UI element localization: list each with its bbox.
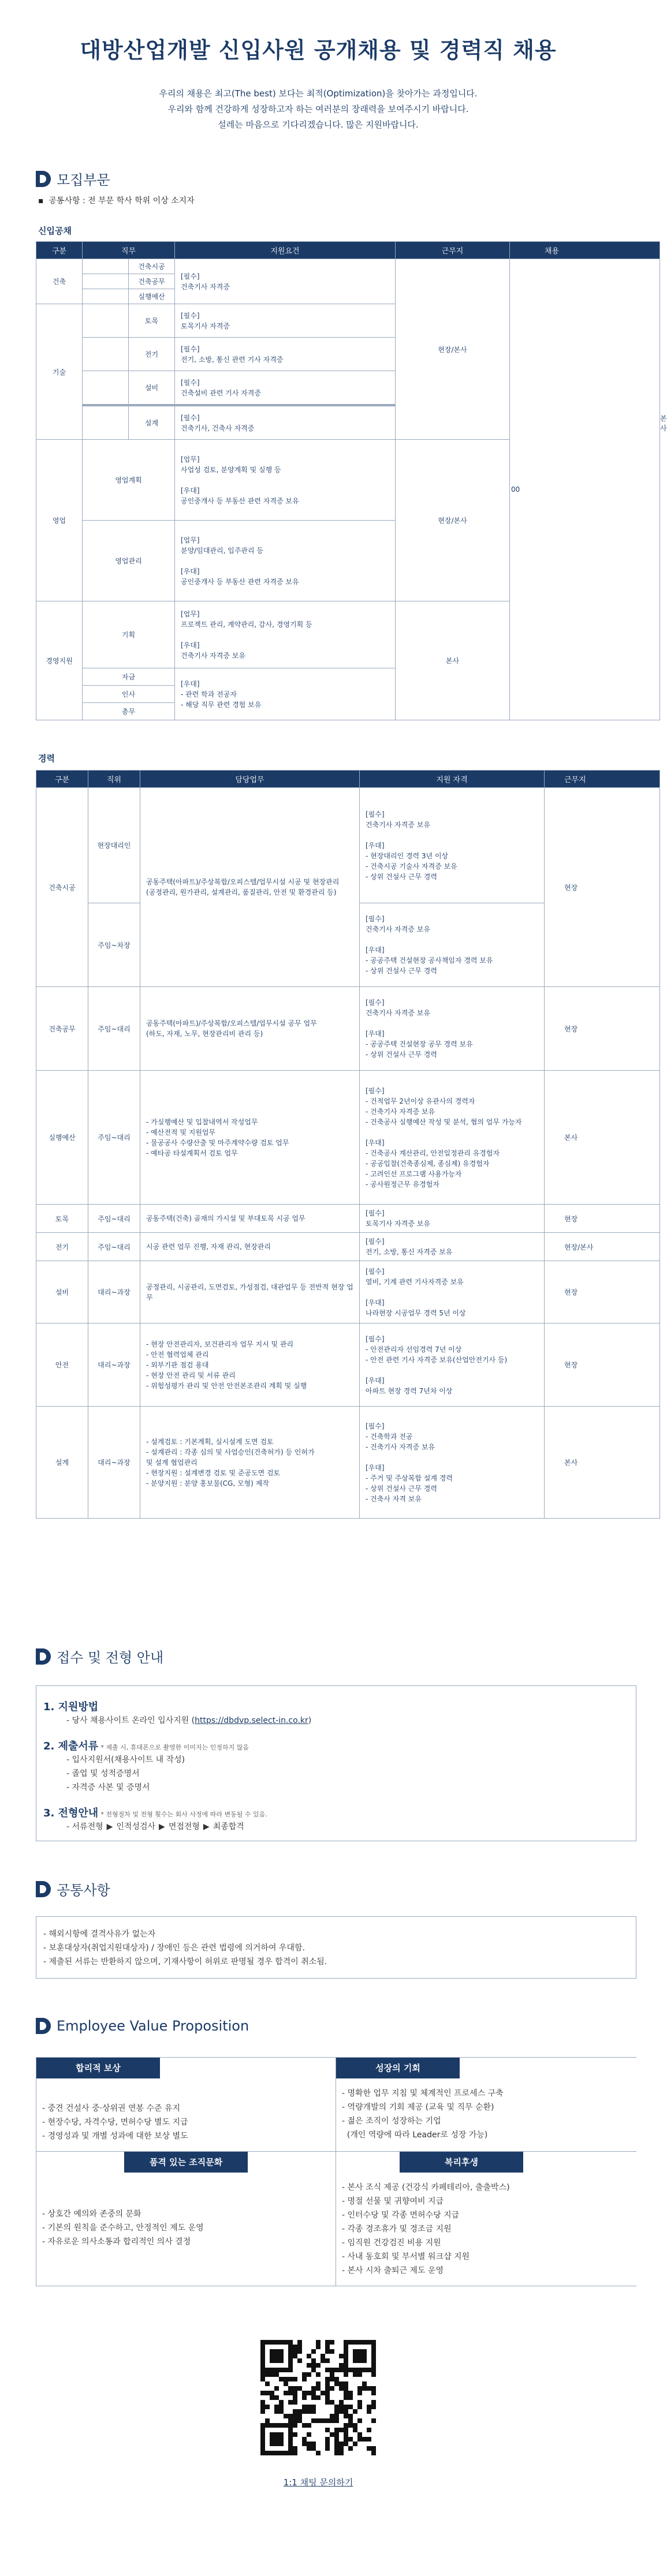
req-cell: [필수] 건축설비 관련 기사 자격증 <box>175 371 396 405</box>
evp-card-list <box>336 2078 636 2150</box>
group-cell: 토목 <box>36 1205 88 1233</box>
group-cell: 실행예산 <box>36 1071 88 1205</box>
step-row <box>43 1805 629 1820</box>
qual-cell: [필수] - 건축학과 전공 - 건축기사 자격증 보유 [우대] - 주거 및 주상복합 설계 경력 - 상위 건설사 근무 경력 - 건축사 자격 보유 <box>360 1407 545 1519</box>
intro-text <box>0 86 636 133</box>
evp-card <box>36 2058 336 2151</box>
evp-card-title: 성장의 기회 <box>336 2058 460 2078</box>
qual-cell: [필수] 건축기사 자격증 보유 [우대] - 공공주택 건설현장 공사책임자 경력 보유 - 상위 건설사 근무 경력 <box>360 903 545 987</box>
job-cell: 설비 <box>129 371 175 405</box>
table-row: 설계 [필수] 건축기사, 건축사 자격증 본사 <box>36 406 660 440</box>
intro-line: 우리와 함께 건강하게 성장하고자 하는 여러분의 장래력을 보여주시기 바랍니다. <box>167 104 469 114</box>
spacer-cell <box>83 259 129 274</box>
evp-item: - 본사 시차 출퇴근 제도 운영 <box>342 2266 444 2275</box>
qual-cell: [필수] 토목기사 자격증 보유 <box>360 1205 545 1233</box>
col-header: 지원요건 <box>175 242 396 259</box>
site-cell: 본사 <box>396 601 510 720</box>
qual-cell: [필수] 전기, 소방, 통신 자격증 보유 <box>360 1233 545 1261</box>
intro-line: 우리의 채용은 최고(The best) 보다는 최적(Optimization)을 찾아가는 과정입니다. <box>159 88 478 99</box>
req-cell: [업무] 분양/임대관리, 입주관리 등 [우대] 공인중개사 등 부동산 관련 자격증 보유 <box>175 521 396 601</box>
new-hire-table-wrap <box>36 241 667 720</box>
evp-item: - 본사 조식 제공 (건강식 카페테리아, 출출박스) <box>342 2183 510 2192</box>
evp-item: - 경영성과 및 개별 성과에 대한 보상 별도 <box>42 2132 188 2141</box>
group-cell: 설계 <box>36 1407 88 1519</box>
common-box <box>36 1916 636 1979</box>
job-cell: 토목 <box>129 304 175 338</box>
doc-item: - 졸업 및 성적증명서 <box>66 1769 140 1778</box>
section-heading <box>36 1879 110 1899</box>
position-cell: 대리~과장 <box>88 1261 140 1323</box>
evp-card-list <box>36 2173 336 2257</box>
req-cell: [업무] 프로젝트 관리, 계약관리, 감사, 경영기획 등 [우대] 건축기사 자격증 보유 <box>175 601 396 668</box>
site-cell: 현장 <box>545 1205 660 1233</box>
evp-item: - 인터수당 및 각종 면허수당 지급 <box>342 2211 460 2220</box>
chat-inquiry-link[interactable]: 1:1 채팅 문의하기 <box>283 2477 353 2488</box>
site-cell: 현장 <box>545 788 660 987</box>
step-title: 2. 제출서류 <box>43 1740 99 1752</box>
evp-item: - 현장수당, 자격수당, 면허수당 별도 지급 <box>42 2118 188 2127</box>
evp-section <box>0 2018 249 2034</box>
brand-d-icon <box>36 171 51 187</box>
evp-item: - 젊은 조직이 성장하는 기업 <box>342 2117 441 2126</box>
section-heading <box>36 2018 249 2034</box>
job-cell: 설계 <box>129 406 175 440</box>
brand-d-icon <box>36 1648 51 1665</box>
col-header: 근무지 <box>396 242 510 259</box>
job-cell: 총무 <box>83 703 175 720</box>
group-cell: 영업 <box>36 440 83 601</box>
table-row <box>36 259 660 274</box>
note-text: 공통사항 : 전 부문 학사 학위 이상 소지자 <box>49 196 195 205</box>
job-cell: 전기 <box>129 338 175 371</box>
position-cell: 주임~대리 <box>88 1071 140 1205</box>
group-cell: 건축 <box>36 259 83 304</box>
site-cell: 현장/본사 <box>396 440 510 601</box>
qual-cell: [필수] 건축기사 자격증 보유 [우대] - 현장대리인 경력 3년 이상 - 건축시공 기술사 자격증 보유 - 상위 건설사 근무 경력 <box>360 788 545 903</box>
common-item: - 해외시항에 결격사유가 없는자 <box>43 1930 156 1939</box>
table-row <box>36 1233 660 1261</box>
process-flow: - 서류전형 ▶ 인적성검사 ▶ 면접전형 ▶ 최종합격 <box>66 1820 629 1834</box>
qr-code-icon[interactable] <box>260 2340 376 2455</box>
col-header: 채용 <box>510 242 660 259</box>
process-box <box>36 1685 636 1841</box>
site-cell: 현장 <box>545 1261 660 1323</box>
job-cell: 자금 <box>83 668 175 686</box>
brand-d-icon <box>36 1881 51 1897</box>
table-header-row <box>36 771 660 788</box>
step-title: 3. 전형안내 <box>43 1807 99 1819</box>
duty-cell: 공동주택(아파트)/주상복합/오피스텔/업무시설 시공 및 현장관리 (공정관리, 원가관리, 설계관리, 품질관리, 안전 및 환경관리 등) <box>140 788 360 987</box>
group-cell: 안전 <box>36 1323 88 1407</box>
table-row <box>36 1071 660 1205</box>
job-cell: 건축공무 <box>129 274 175 289</box>
site-cell: 본사 <box>545 1071 660 1205</box>
group-cell: 설비 <box>36 1261 88 1323</box>
career-table <box>36 770 660 1519</box>
group-cell: 건축공무 <box>36 987 88 1071</box>
evp-item: - 명확한 업무 지침 및 체계적인 프로세스 구축 <box>342 2089 504 2098</box>
evp-grid <box>36 2057 636 2286</box>
career-table-wrap <box>36 770 636 1519</box>
table-row <box>36 1261 660 1323</box>
req-cell: [필수] 전기, 소방, 통신 관련 기사 자격증 <box>175 338 396 371</box>
qual-cell: [필수] - 건적업무 2년이상 유관사의 경력자 - 건축기사 자격증 보유 - 건축공사 실행예산 작성 및 분석, 협의 업무 가능자 [우대] - 건축공사 계산관리, 안전일정관리 유경험자 - 공공입찰(건축종심제, 종심제) 유경험자 - 고려인선 프로그램 사용가능자 - 공사원정근무 유경험자 <box>360 1071 545 1205</box>
site-cell: 본사 <box>545 1407 660 1519</box>
req-cell: [업무] 사업성 검토, 분양계획 및 실행 등 [우대] 공인중개사 등 부동산 관련 자격증 보유 <box>175 440 396 521</box>
req-cell: [우대] - 관련 학과 전공자 - 해당 직무 관련 경험 보유 <box>175 668 396 720</box>
duty-cell: 공동주택(건축) 골재의 가시설 및 부대토목 시공 업무 <box>140 1205 360 1233</box>
step-title: 1. 지원방법 <box>43 1701 99 1713</box>
flow-step: 면접전형 <box>168 1822 200 1831</box>
table-header-row <box>36 242 660 259</box>
site-cell: 현장/본사 <box>545 1233 660 1261</box>
evp-card-title: 합리적 보상 <box>36 2058 160 2078</box>
evp-item: - 자유로운 의사소통과 합리적인 의사 결정 <box>42 2237 191 2246</box>
evp-card <box>336 2152 636 2286</box>
duty-cell: - 가실행예산 및 입찰내역서 작성업무 - 예산전적 및 지원업무 - 물공공사 수량산출 및 마주계약수량 검토 업무 - 예타공 타설계획서 검토 업무 <box>140 1071 360 1205</box>
count-cell: 00 <box>510 259 660 720</box>
req-cell: [필수] 토목기사 자격증 <box>175 304 396 338</box>
section-title: Employee Value Proposition <box>57 2018 249 2034</box>
col-header: 구분 <box>36 242 83 259</box>
evp-card-title: 품격 있는 조직문화 <box>124 2152 248 2173</box>
table-row <box>36 1323 660 1407</box>
job-cell: 영업계획 <box>83 440 175 521</box>
duty-cell: 시공 관련 업무 진행, 자재 관리, 현장관리 <box>140 1233 360 1261</box>
table-row <box>36 1205 660 1233</box>
common-section <box>0 1879 110 1899</box>
common-requirement-note: ▪ 공통사항 : 전 부문 학사 학위 이상 소지자 <box>38 196 195 205</box>
section-heading <box>36 169 636 189</box>
step-note: * 제출 시, 휴대폰으로 촬영한 이미지는 인정하지 않음 <box>100 1744 249 1751</box>
evp-card <box>336 2058 636 2151</box>
flow-step: 인적성검사 <box>116 1822 156 1831</box>
doc-item: - 자격증 사본 및 증명서 <box>66 1783 150 1792</box>
section-title: 모집부문 <box>57 172 110 188</box>
table-row <box>36 788 660 903</box>
duty-cell: 공정관리, 시공관리, 도면검토, 가성점검, 대관업무 등 전반적 현장 업무 <box>140 1261 360 1323</box>
evp-card-list <box>36 2078 336 2151</box>
evp-card-title: 복리후생 <box>400 2152 523 2173</box>
evp-card <box>36 2152 336 2286</box>
group-cell: 기술 <box>36 304 83 440</box>
section-title: 공통사항 <box>57 1882 110 1898</box>
group-cell: 경영지원 <box>36 601 83 720</box>
step-note: * 전형절차 및 전형 횟수는 회사 사정에 따라 변동될 수 있음. <box>100 1811 267 1818</box>
job-cell: 건축시공 <box>129 259 175 274</box>
position-cell: 주임~대리 <box>88 1205 140 1233</box>
evp-item: - 임직원 건강검진 비용 지원 <box>342 2238 441 2248</box>
position-cell: 주임~대리 <box>88 1233 140 1261</box>
evp-item: - 사내 동호회 및 부서별 워크샵 지원 <box>342 2252 470 2261</box>
evp-item: - 중견 건설사 중·상위권 연봉 수준 유지 <box>42 2104 181 2113</box>
req-cell: [필수] 건축기사, 건축사 자격증 <box>175 406 396 440</box>
job-cell: 영업관리 <box>83 521 175 601</box>
evp-item: - 기본의 원칙을 준수하고, 안정적인 제도 운영 <box>42 2223 204 2233</box>
position-cell: 대리~과장 <box>88 1323 140 1407</box>
job-cell: 인사 <box>83 686 175 703</box>
apply-site-link[interactable]: https://dbdvp.select-in.co.kr <box>195 1716 308 1725</box>
new-hire-table <box>36 241 667 720</box>
col-header: 근무지 <box>545 771 660 788</box>
step-row <box>43 1738 629 1753</box>
arrow-right-icon: ▶ <box>203 1822 210 1831</box>
site-cell: 현장 <box>545 1323 660 1407</box>
common-item: - 보훈대상자(취업지원대상자) / 장애인 등은 관련 법령에 의거하여 우대함. <box>43 1943 305 1953</box>
job-cell: 기획 <box>83 601 175 668</box>
doc-item: - 입사지원서(채용사이트 내 작성) <box>66 1755 185 1764</box>
evp-card-list <box>336 2173 636 2286</box>
evp-item: - 역량개발의 기회 제공 (교육 및 직무 순환) <box>342 2103 494 2112</box>
duty-cell: - 현장 안전관리자, 보건관리자 업무 지시 및 관리 - 안전 협력업체 관리 - 외부기관 점검 용대 - 현장 안전 관리 및 서류 관리 - 위험성평가 관리 및 안전 안전본조관리 계획 및 실행 <box>140 1323 360 1407</box>
group-cell: 전기 <box>36 1233 88 1261</box>
evp-item: (개인 역량에 따라 Leader로 성장 가능) <box>342 2130 488 2140</box>
arrow-right-icon: ▶ <box>159 1822 165 1831</box>
duty-cell: 공동주택(아파트)/주상복합/오피스텔/업무시설 공무 업무 (하도, 자재, 노무, 현장관리비 관리 등) <box>140 987 360 1071</box>
arrow-right-icon: ▶ <box>106 1822 113 1831</box>
position-cell: 주임~차장 <box>88 903 140 987</box>
intro-line: 설레는 마음으로 기다리겠습니다. 많은 지원바랍니다. <box>218 119 419 130</box>
section-heading <box>36 1646 163 1666</box>
common-item: - 제출된 서류는 반환하지 않으며, 기재사항이 허위로 판명될 경우 합격이 취소됨. <box>43 1957 327 1966</box>
evp-row <box>36 2151 636 2286</box>
col-header: 구분 <box>36 771 88 788</box>
evp-row <box>36 2058 636 2151</box>
col-header: 지원 자격 <box>360 771 545 788</box>
col-header: 직위 <box>88 771 140 788</box>
evp-item: - 각종 경조휴가 및 경조금 지원 <box>342 2224 452 2234</box>
job-cell: 실행예산 <box>129 289 175 304</box>
step-text <box>66 1714 629 1728</box>
site-cell: 현장 <box>545 987 660 1071</box>
process-section <box>0 1646 163 1666</box>
duty-cell: - 설계검토 : 기본계획, 실시설계 도면 검토 - 설계관리 : 각종 심의 및 사업승인(건축허가) 등 인허가 및 설계 협업관리 - 현장지원 : 설계변경 검토 및 준공도면 검토 - 분양지원 : 분양 홍보물(CG, 모형) 제작 <box>140 1407 360 1519</box>
recruit-section <box>0 169 636 237</box>
position-cell: 대리~과장 <box>88 1407 140 1519</box>
brand-d-icon <box>36 2018 51 2034</box>
qual-cell: [필수] 열비, 기계 관련 기사자격증 보유 [우대] 나라현장 시공업무 경력 5년 이상 <box>360 1261 545 1323</box>
table-row <box>36 1407 660 1519</box>
qual-cell: [필수] - 안전관리자 선임경력 7년 이상 - 안전 관련 기사 자격증 보유(산업안전기사 등) [우대] 아파트 현장 경력 7년차 이상 <box>360 1323 545 1407</box>
section-title: 접수 및 전형 안내 <box>57 1650 164 1666</box>
career-label: 경력 <box>38 753 55 764</box>
position-cell: 주임~대리 <box>88 987 140 1071</box>
site-cell: 현장/본사 <box>396 259 510 440</box>
page-title: 대방산업개발 신입사원 공개채용 및 경력직 채용 <box>80 38 557 63</box>
group-cell: 건축시공 <box>36 788 88 987</box>
req-cell: [필수] 건축기사 자격증 <box>175 259 396 304</box>
new-hire-label: 신입공채 <box>38 226 72 236</box>
evp-item: - 명절 선물 및 귀향여비 지급 <box>342 2197 444 2206</box>
evp-item: - 상호간 예의와 존중의 문화 <box>42 2209 141 2219</box>
position-cell: 현장대리인 <box>88 788 140 903</box>
table-row <box>36 987 660 1071</box>
apply-text: - 당사 채용사이트 온라인 입사지원 ( <box>66 1716 195 1725</box>
col-header: 직무 <box>83 242 175 259</box>
flow-step: 서류전형 <box>72 1822 103 1831</box>
qual-cell: [필수] 건축기사 자격증 보유 [우대] - 공공주택 건설현장 공무 경력 보유 - 상위 건설사 근무 경력 <box>360 987 545 1071</box>
col-header: 담당업무 <box>140 771 360 788</box>
flow-step: 최종합격 <box>213 1822 244 1831</box>
apply-text-end: ) <box>308 1716 312 1725</box>
